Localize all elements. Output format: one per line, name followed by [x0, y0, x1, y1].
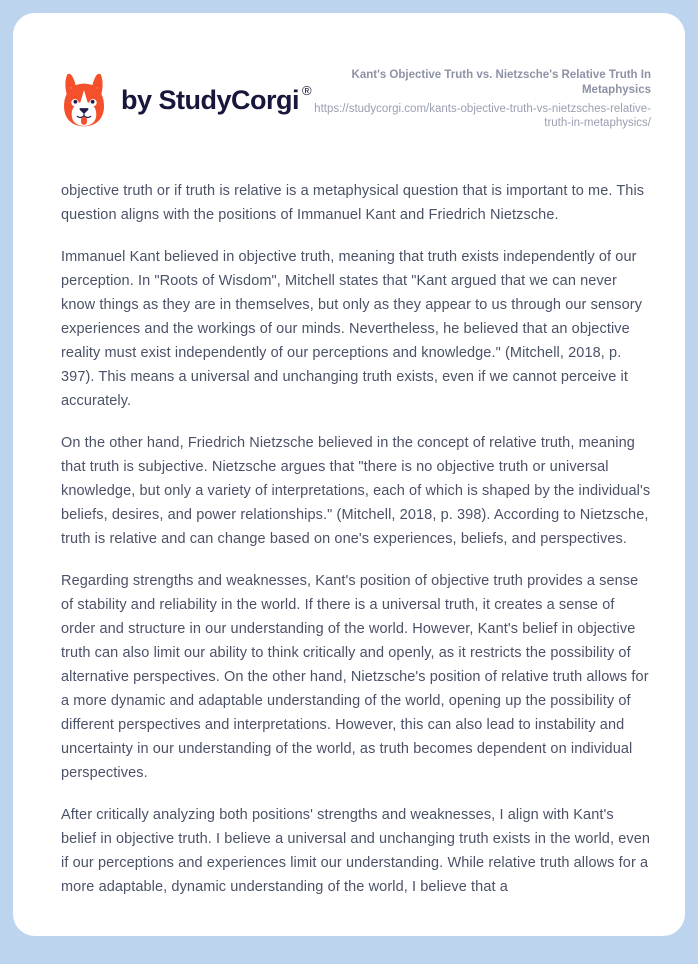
brand-name [121, 83, 311, 116]
paragraph: On the other hand, Friedrich Nietzsche believed in the concept of relative truth, meaning that truth is subjective. Nietzsche argues that "there is no objective truth or universal knowledge, but only a variety of interpretations, each of which is shaped by the individual's beliefs, desires, and power relationships." (Mitchell, 2018, p. 398). According to Nietzsche, truth is relative and can change based on one's experiences, beliefs, and perspectives. [61, 435, 651, 547]
paragraph: objective truth or if truth is relative is a metaphysical question that is important to me. This question aligns with the positions of Immanuel Kant and Friedrich Nietzsche. [61, 183, 645, 223]
document-title: Kant's Objective Truth vs. Nietzsche's Relative Truth In Metaphysics [351, 69, 651, 96]
brand-name-text: by StudyCorgi [121, 84, 300, 115]
paragraph: Regarding strengths and weaknesses, Kant's position of objective truth provides a sense of stability and reliability in the world. If there is a universal truth, it creates a sense of order and structure in our understanding of the world. However, Kant's belief in objective truth can also limit our ability to think critically and openly, as it restricts the possibility of alternative perspectives. On the other hand, Nietzsche's position of relative truth allows for a more dynamic and adaptable understanding of the world, opening up the possibility of different perspectives and interpretations. However, this can also lead to instability and uncertainty in our understanding of the world, as truth becomes dependent on individual perspectives. [61, 573, 649, 781]
registered-trademark-symbol: ® [302, 82, 312, 98]
studycorgi-brand-link[interactable] [61, 70, 311, 129]
paragraph: After critically analyzing both positions' strengths and weaknesses, I align with Kant's belief in objective truth. I believe a universal and unchanging truth exists in the world, even if our perceptions and experiences limit our understanding. While relative truth allows for a more adaptable, dynamic understanding of the world, I believe that a [61, 807, 651, 895]
paragraph: Immanuel Kant believed in objective truth, meaning that truth exists independently of our perception. In "Roots of Wisdom", Mitchell states that "Kant argued that we can never know things as they are in themselves, but only as they appear to us through our sensory experiences and the workings of our minds. Nevertheless, he believed that an objective reality must exist independently of our perceptions and knowledge." (Mitchell, 2018, p. 397). This means a universal and unchanging truth exists, even if we cannot perceive it accurately. [61, 249, 643, 409]
corgi-logo-icon [61, 70, 107, 129]
document-page-card [13, 13, 685, 936]
document-url-link[interactable]: https://studycorgi.com/kants-objective-truth-vs-nietzsches-relative-truth-in-metaphysics/ [314, 103, 651, 129]
document-meta [311, 68, 651, 130]
page-header [61, 68, 651, 130]
essay-body [61, 179, 651, 899]
